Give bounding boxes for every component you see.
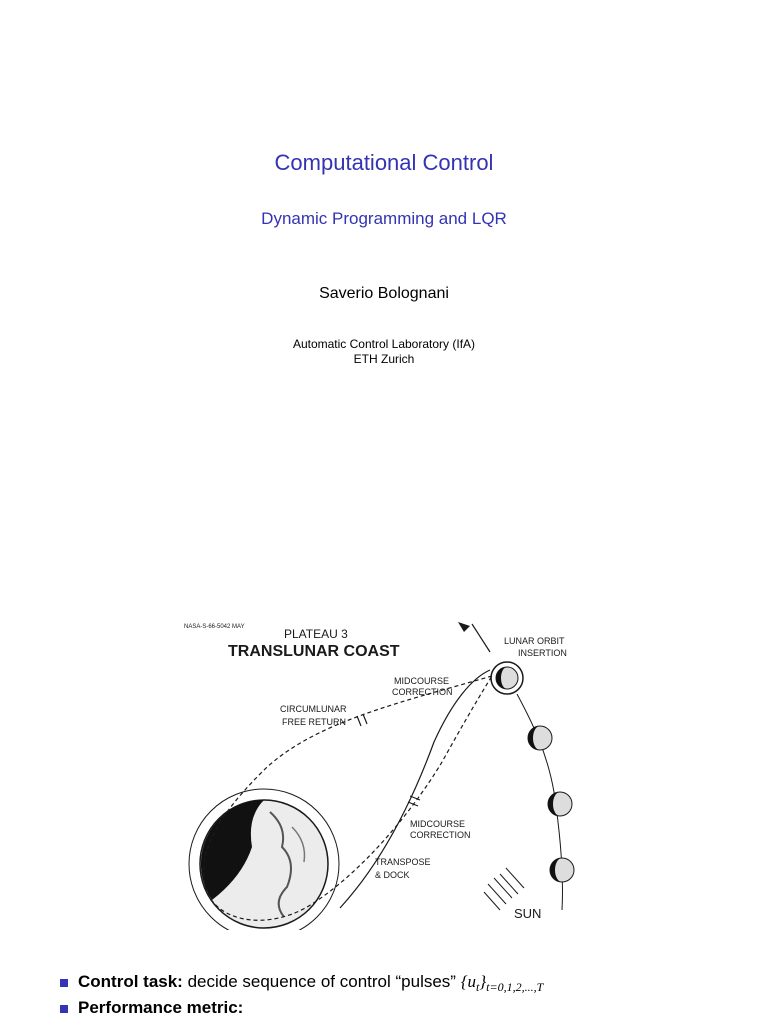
figure-code: NASA-S-66-5042 MAY	[184, 624, 245, 630]
label-insertion: INSERTION	[518, 648, 567, 658]
bullet-square-icon	[60, 1005, 68, 1013]
affiliation-lab: Automatic Control Laboratory (IfA)	[292, 337, 476, 351]
label-circumlunar: CIRCUMLUNAR	[280, 704, 347, 714]
label-midcourse-1: MIDCOURSE	[394, 676, 450, 686]
label-correction-2: CORRECTION	[410, 830, 471, 840]
math-open-brace: {	[460, 972, 468, 991]
figure-plateau: PLATEAU 3	[284, 627, 348, 641]
math-variable-subscript: t	[476, 980, 480, 994]
presentation-subtitle: Dynamic Programming and LQR	[261, 209, 507, 228]
moon-at-insertion	[491, 662, 523, 694]
affiliation-university: ETH Zurich	[353, 352, 415, 366]
bullet-square-icon	[60, 979, 68, 987]
bullet-body: decide sequence of control “pulses”	[187, 972, 456, 991]
author-name: Saverio Bolognani	[319, 285, 449, 302]
label-midcourse-2: MIDCOURSE	[410, 819, 466, 829]
label-dock: & DOCK	[375, 870, 410, 880]
moon-phase-2	[548, 792, 572, 816]
presentation-title: Computational Control	[274, 150, 494, 175]
translunar-coast-diagram	[172, 612, 592, 930]
figure-heading: TRANSLUNAR COAST	[228, 643, 400, 660]
bullet-list	[60, 972, 760, 1024]
label-free-return: FREE RETURN	[282, 717, 347, 727]
label-sun: SUN	[514, 906, 542, 921]
bullet-control-task	[60, 972, 760, 998]
label-correction-1: CORRECTION	[392, 687, 453, 697]
bullet-label: Performance metric:	[78, 998, 244, 1017]
label-lunar-orbit: LUNAR ORBIT	[504, 636, 565, 646]
math-subscript-range: t=0,1,2,...,T	[486, 980, 544, 994]
bullet-performance-metric	[60, 998, 760, 1024]
moon-phase-3	[550, 858, 574, 882]
moon-phase-1	[528, 726, 552, 750]
math-close-brace: }	[479, 972, 487, 991]
math-variable: u	[467, 972, 477, 991]
bullet-label: Control task:	[78, 972, 183, 991]
label-transpose: TRANSPOSE	[375, 857, 431, 867]
